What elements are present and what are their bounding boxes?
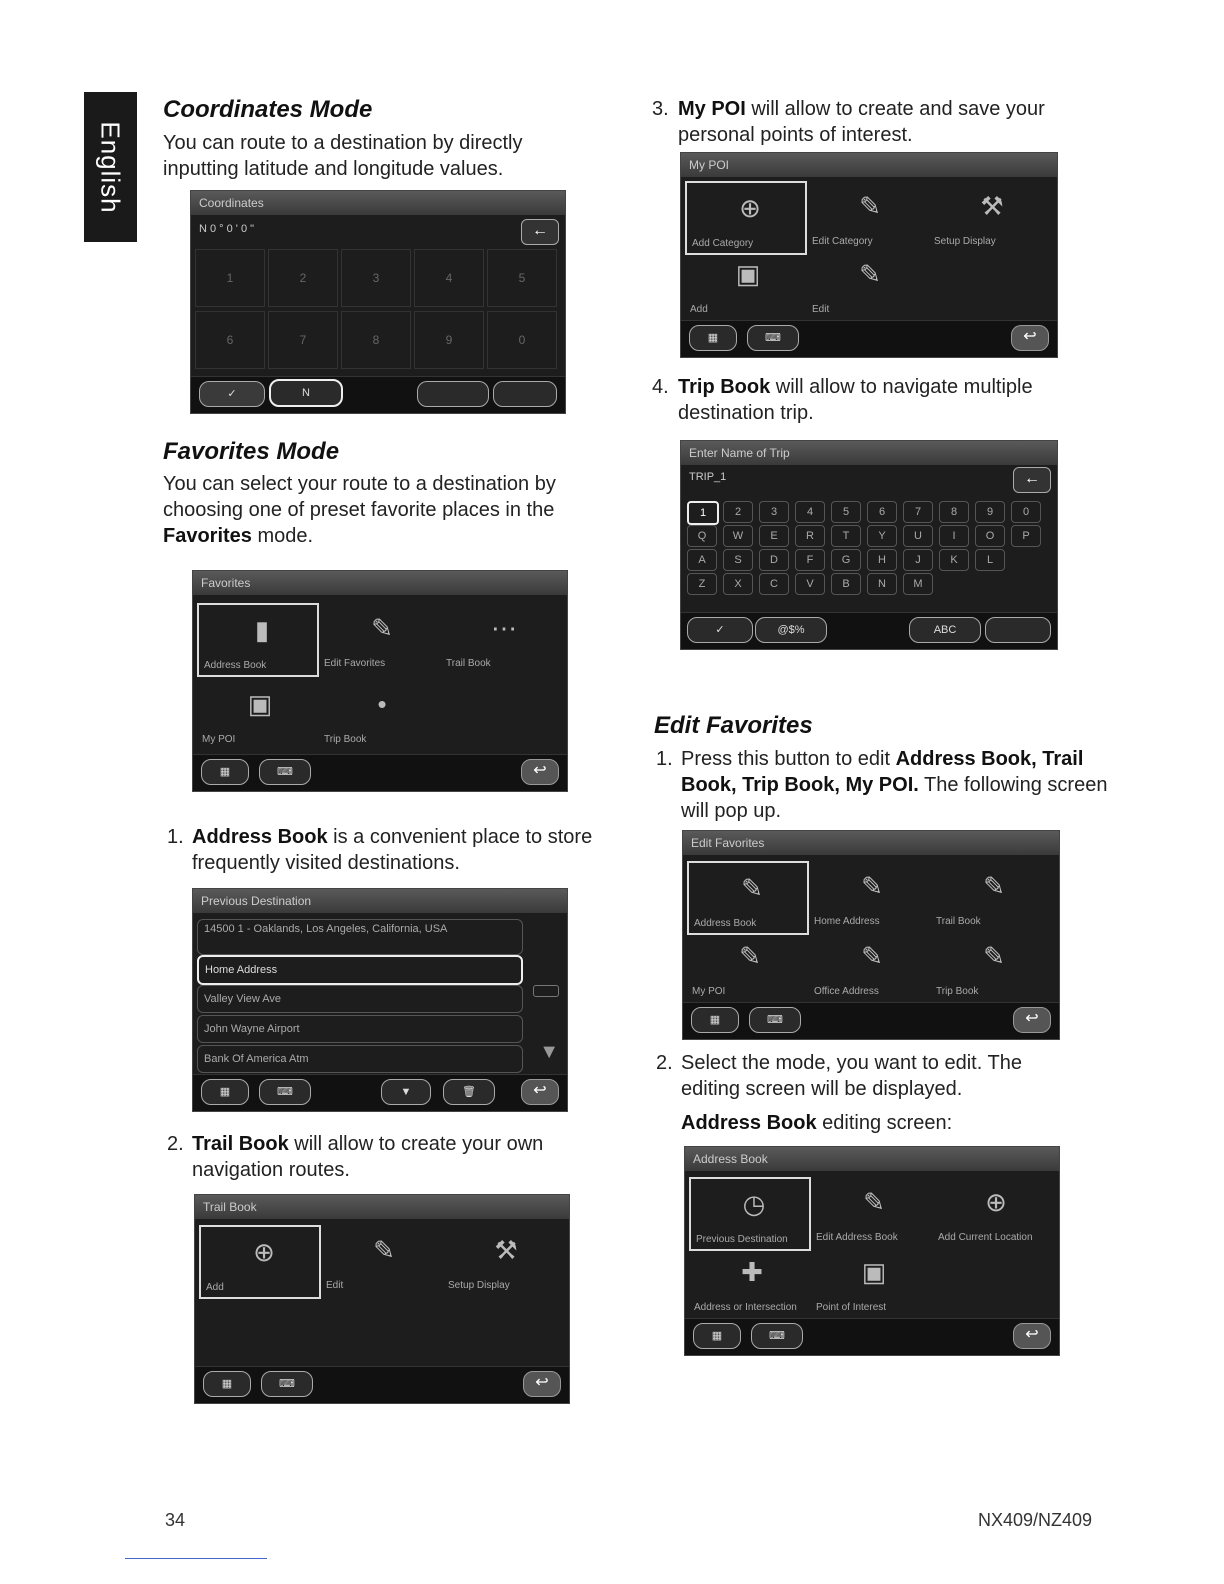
coordinates-mode-title: Coordinates Mode <box>163 96 373 123</box>
key-5[interactable]: 5 <box>831 501 861 523</box>
backspace-key[interactable]: ← <box>521 219 559 245</box>
my-poi-screen <box>680 152 1058 358</box>
confirm-check-button[interactable]: ✓ <box>199 381 265 407</box>
tile-setup-display[interactable]: ⚒ Setup Display <box>934 191 1004 247</box>
key-1[interactable]: 1 <box>687 501 719 525</box>
screen-title-bar: Coordinates <box>191 191 565 215</box>
favorites-screen <box>192 570 568 792</box>
coordinates-input[interactable]: N 0 ° 0 ' 0 " <box>199 223 255 235</box>
poi-icon: ▣ <box>247 689 273 719</box>
key-w[interactable]: W <box>723 525 753 547</box>
list-item[interactable]: John Wayne Airport <box>197 1015 523 1043</box>
key-d[interactable]: D <box>759 549 789 571</box>
screen-title-bar: Address Book <box>685 1147 1059 1171</box>
list-item[interactable]: 14500 1 - Oaklands, Los Angeles, California, USA <box>197 919 523 955</box>
pencil-icon: ✎ <box>739 941 761 971</box>
screen-title-bar: Favorites <box>193 571 567 595</box>
key-5[interactable]: 5 <box>487 249 557 307</box>
trip-name-input[interactable]: TRIP_1 <box>689 471 727 483</box>
screen-title-bar: Previous Destination <box>193 889 567 913</box>
key-k[interactable]: K <box>939 549 969 571</box>
pencil-icon: ✎ <box>861 941 883 971</box>
return-button[interactable]: ↩ <box>1013 1323 1051 1349</box>
sort-button[interactable]: ▼ <box>381 1079 431 1105</box>
folder-plus-icon: ⊕ <box>739 193 761 223</box>
tile-office-address[interactable]: ✎ Office Address <box>809 931 927 1001</box>
book-icon: ▮ <box>254 615 270 645</box>
tile-edit[interactable]: ✎ Edit <box>321 1225 439 1295</box>
key-b[interactable]: B <box>831 573 861 595</box>
key-a[interactable]: A <box>687 549 717 571</box>
key-p[interactable]: P <box>1011 525 1041 547</box>
tile-setup-display[interactable]: ⚒ Setup Display <box>448 1235 518 1291</box>
key-2[interactable]: 2 <box>268 249 338 307</box>
page-number: 34 <box>165 1510 186 1530</box>
edit-item-2-number: 2. <box>656 1052 673 1074</box>
tile-add[interactable]: ▣ Add <box>690 259 761 315</box>
tile-add-category[interactable]: ⊕ Add Category <box>685 181 807 255</box>
item-1-number: 1. <box>167 826 184 848</box>
keyboard-button[interactable]: ⌨ <box>259 1079 311 1105</box>
delete-button[interactable]: 🗑 <box>443 1079 495 1105</box>
pencil-icon: ✎ <box>859 191 881 221</box>
pencil-icon: ✎ <box>373 1235 395 1265</box>
list-item[interactable]: Bank Of America Atm <box>197 1045 523 1073</box>
tile-trail-book[interactable]: ✎ Trail Book <box>931 861 1049 931</box>
screen-footer <box>685 1318 1059 1355</box>
list-item[interactable]: Valley View Ave <box>197 985 523 1013</box>
footer-rule <box>125 1558 267 1559</box>
pencil-icon: ✎ <box>863 1187 885 1217</box>
key-i[interactable]: I <box>939 525 969 547</box>
scroll-down-icon[interactable]: ▼ <box>539 1041 559 1063</box>
key-l[interactable]: L <box>975 549 1005 571</box>
tile-add[interactable]: ⊕ Add <box>199 1225 321 1299</box>
screen-footer <box>193 1074 567 1111</box>
item-4-number: 4. <box>652 376 669 398</box>
key-4[interactable]: 4 <box>414 249 484 307</box>
key-v[interactable]: V <box>795 573 825 595</box>
tile-previous-destination[interactable]: ◷ Previous Destination <box>689 1177 811 1251</box>
item-4-text: Trip Book will allow to navigate multiple destination trip. <box>678 376 1033 424</box>
key-6[interactable]: 6 <box>867 501 897 523</box>
poi-icon: ▣ <box>861 1257 887 1287</box>
item-3-text: My POI will allow to create and save your personal points of interest. <box>678 98 1045 146</box>
return-button[interactable]: ↩ <box>1011 325 1049 351</box>
clock-icon: ◷ <box>742 1189 766 1219</box>
key-x[interactable]: X <box>723 573 753 595</box>
key-m[interactable]: M <box>903 573 933 595</box>
return-button[interactable]: ↩ <box>521 1079 559 1105</box>
key-u[interactable]: U <box>903 525 933 547</box>
tile-home-address[interactable]: ✎ Home Address <box>809 861 927 931</box>
tile-edit-category[interactable]: ✎ Edit Category <box>807 181 925 251</box>
key-3[interactable]: 3 <box>759 501 789 523</box>
pencil-icon: ✎ <box>859 259 881 289</box>
return-button[interactable]: ↩ <box>1013 1007 1051 1033</box>
screen-footer <box>683 1002 1059 1039</box>
trip-icon: • <box>377 689 387 719</box>
key-7[interactable]: 7 <box>903 501 933 523</box>
screen-title-bar: My POI <box>681 153 1057 177</box>
map-view-button[interactable]: ▦ <box>693 1323 741 1349</box>
map-view-button[interactable]: ▦ <box>201 759 249 785</box>
key-o[interactable]: O <box>975 525 1005 547</box>
tile-point-of-interest[interactable]: ▣ Point of Interest <box>816 1257 887 1313</box>
key-6[interactable]: 6 <box>195 311 265 369</box>
confirm-check-button[interactable]: ✓ <box>687 617 753 643</box>
item-2-text: Trail Book will allow to create your own navigation routes. <box>192 1133 544 1181</box>
key-z[interactable]: Z <box>687 573 717 595</box>
key-r[interactable]: R <box>795 525 825 547</box>
tile-trail-book[interactable]: ⋯ Trail Book <box>446 613 517 669</box>
key-n[interactable]: N <box>867 573 897 595</box>
screen-footer <box>193 754 567 791</box>
abc-key[interactable]: ABC <box>909 617 981 643</box>
tile-trip-book[interactable]: • Trip Book <box>319 679 437 749</box>
intersection-icon: ✚ <box>741 1257 763 1287</box>
plus-icon: ⊕ <box>253 1237 275 1267</box>
list-item[interactable]: Home Address <box>197 955 523 985</box>
key-y[interactable]: Y <box>867 525 897 547</box>
return-button[interactable]: ↩ <box>521 759 559 785</box>
map-view-button[interactable]: ▦ <box>689 325 737 351</box>
language-tab: English <box>84 92 137 242</box>
keyboard-button[interactable]: ⌨ <box>259 759 311 785</box>
edit-item-1-number: 1. <box>656 748 673 770</box>
tile-address-or-intersection[interactable]: ✚ Address or Intersection <box>694 1257 797 1313</box>
tile-address-book[interactable]: ▮ Address Book <box>197 603 319 677</box>
pencil-icon: ✎ <box>741 873 763 903</box>
key-4[interactable]: 4 <box>795 501 825 523</box>
pencil-icon: ✎ <box>371 613 393 643</box>
item-1-text: Address Book is a convenient place to store frequently visited destinations. <box>192 826 593 874</box>
tile-trip-book[interactable]: ✎ Trip Book <box>931 931 1049 1001</box>
key-7[interactable]: 7 <box>268 311 338 369</box>
key-0[interactable]: 0 <box>1011 501 1041 523</box>
key-f[interactable]: F <box>795 549 825 571</box>
blank-key[interactable] <box>985 617 1051 643</box>
map-view-button[interactable]: ▦ <box>691 1007 739 1033</box>
screen-title-bar: Trail Book <box>195 1195 569 1219</box>
screen-footer <box>195 1366 569 1403</box>
screen-title-bar: Enter Name of Trip <box>681 441 1057 465</box>
wrench-icon: ⚒ <box>494 1235 518 1265</box>
scroll-thumb[interactable] <box>533 985 559 997</box>
tile-edit-address-book[interactable]: ✎ Edit Address Book <box>816 1187 898 1243</box>
key-2[interactable]: 2 <box>723 501 753 523</box>
key-9[interactable]: 9 <box>414 311 484 369</box>
tile-my-poi[interactable]: ▣ My POI <box>202 689 273 745</box>
n-key[interactable]: N <box>269 379 343 407</box>
tile-address-book[interactable]: ✎ Address Book <box>687 861 809 935</box>
coordinates-mode-text: You can route to a destination by directly inputting latitude and longitude values. <box>163 132 523 180</box>
key-t[interactable]: T <box>831 525 861 547</box>
key-0[interactable]: 0 <box>487 311 557 369</box>
key-c[interactable]: C <box>759 573 789 595</box>
item-2-number: 2. <box>167 1133 184 1155</box>
pencil-icon: ✎ <box>983 871 1005 901</box>
edit-item-2-text: Select the mode, you want to edit. The editing screen will be displayed. <box>681 1052 1022 1100</box>
blank-key[interactable] <box>417 381 489 407</box>
item-3-number: 3. <box>652 98 669 120</box>
backspace-key[interactable]: ← <box>1013 467 1051 493</box>
pencil-icon: ✎ <box>983 941 1005 971</box>
address-book-editing-screen <box>684 1146 1060 1356</box>
model-number: NX409/NZ409 <box>978 1510 1093 1530</box>
key-8[interactable]: 8 <box>341 311 411 369</box>
favorites-mode-title: Favorites Mode <box>163 438 340 465</box>
keyboard-button[interactable]: ⌨ <box>261 1371 313 1397</box>
map-view-button[interactable]: ▦ <box>203 1371 251 1397</box>
tile-add-current-location[interactable]: ⊕ Add Current Location <box>938 1187 1033 1243</box>
keyboard-button[interactable]: ⌨ <box>747 325 799 351</box>
edit-favorites-title: Edit Favorites <box>654 712 813 739</box>
screen-footer <box>191 376 565 413</box>
screen-title-bar: Edit Favorites <box>683 831 1059 855</box>
edit-favorites-screen <box>682 830 1060 1040</box>
key-1[interactable]: 1 <box>195 249 265 307</box>
previous-destination-screen <box>192 888 568 1112</box>
key-h[interactable]: H <box>867 549 897 571</box>
screen-footer <box>681 320 1057 357</box>
key-3[interactable]: 3 <box>341 249 411 307</box>
zoom-plus-icon: ⊕ <box>985 1187 1007 1217</box>
key-q[interactable]: Q <box>687 525 717 547</box>
tile-my-poi[interactable]: ✎ My POI <box>687 931 805 1001</box>
screen-footer <box>681 612 1057 649</box>
favorites-mode-text: You can select your route to a destination by choosing one of preset favorite places in the Favorites mode. <box>163 473 556 547</box>
key-g[interactable]: G <box>831 549 861 571</box>
address-book-editing-caption: Address Book editing screen: <box>681 1112 953 1134</box>
trip-name-screen <box>680 440 1058 650</box>
poi-add-icon: ▣ <box>735 259 761 289</box>
edit-item-1-text: Press this button to edit Address Book, Trail Book, Trip Book, My POI. The following screen will pop up. <box>681 748 1108 822</box>
coordinates-screen <box>190 190 566 414</box>
key-j[interactable]: J <box>903 549 933 571</box>
key-8[interactable]: 8 <box>939 501 969 523</box>
tile-edit[interactable]: ✎ Edit <box>807 249 925 319</box>
pencil-icon: ✎ <box>861 871 883 901</box>
symbols-key[interactable]: @$% <box>755 617 827 643</box>
tile-edit-favorites[interactable]: ✎ Edit Favorites <box>319 603 437 673</box>
key-e[interactable]: E <box>759 525 789 547</box>
keyboard-button[interactable]: ⌨ <box>751 1323 803 1349</box>
trail-book-screen <box>194 1194 570 1404</box>
key-9[interactable]: 9 <box>975 501 1005 523</box>
blank-key-2[interactable] <box>493 381 557 407</box>
return-button[interactable]: ↩ <box>523 1371 561 1397</box>
wrench-icon: ⚒ <box>980 191 1004 221</box>
key-s[interactable]: S <box>723 549 753 571</box>
route-icon: ⋯ <box>491 613 517 643</box>
map-view-button[interactable]: ▦ <box>201 1079 249 1105</box>
keyboard-button[interactable]: ⌨ <box>749 1007 801 1033</box>
